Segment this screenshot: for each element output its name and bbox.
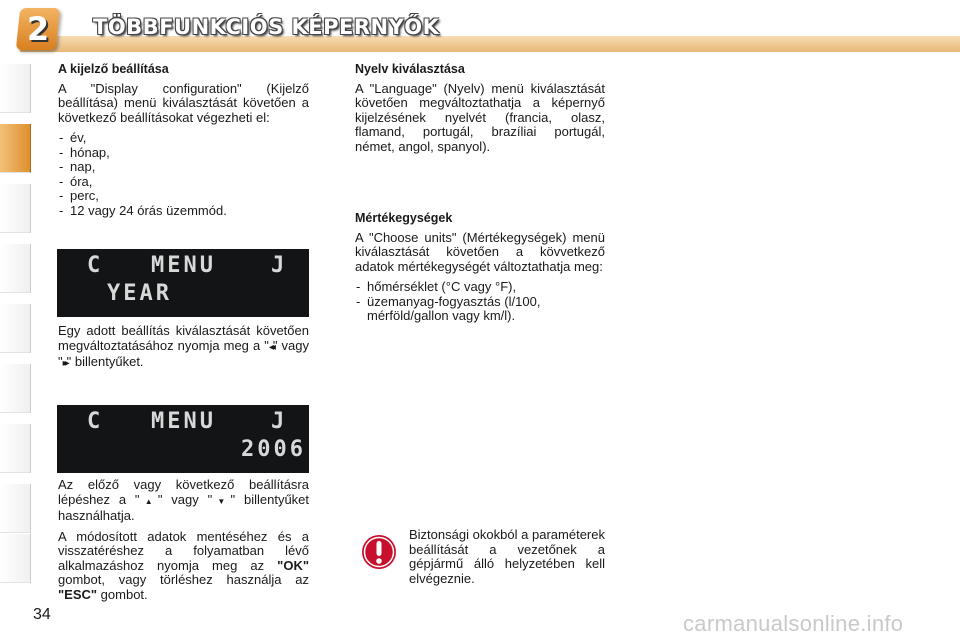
list-item: - hónap, xyxy=(58,146,309,161)
lcd-bracket-right: J xyxy=(271,409,288,434)
chapter-tab-7[interactable] xyxy=(0,424,31,473)
nav-text-middle: " vagy " xyxy=(157,491,213,507)
warning-text: Biztonsági okokból a paraméterek beállítását a vezetőnek a gépjármű álló helyzetében kell elvégeznie. xyxy=(409,527,605,586)
select-instructions xyxy=(58,324,309,378)
list-item: - nap, xyxy=(58,160,309,175)
warning-icon xyxy=(361,534,397,570)
nav-paragraph xyxy=(58,478,309,524)
esc-key-label: "ESC" xyxy=(58,586,98,602)
display-settings-heading: A kijelző beállítása xyxy=(58,62,169,76)
up-arrow-icon: ▲ xyxy=(139,496,158,506)
list-item: - hőmérséklet (°C vagy °F), xyxy=(355,280,605,295)
lcd-setting-value: 2006 xyxy=(241,437,306,462)
chapter-tab-1[interactable] xyxy=(0,64,31,113)
display-settings-intro: A "Display configuration" (Kijelző beállítása) menü kiválasztását követően a következő beállításokat végezheti el: xyxy=(58,80,309,125)
chapter-badge xyxy=(16,8,60,50)
save-text-1: A módosított adatok mentéséhez és a visszatéréshez a folyamatban lévő alkalmazáshoz nyomja meg az xyxy=(58,528,309,573)
chapter-tab-3[interactable] xyxy=(0,184,31,233)
language-section xyxy=(355,62,605,160)
list-item: - 12 vagy 24 órás üzemmód. xyxy=(58,204,309,219)
chapter-tab-4[interactable] xyxy=(0,244,31,293)
display-settings-list xyxy=(58,131,309,218)
language-heading: Nyelv kiválasztása xyxy=(355,62,465,76)
chapter-tab-2-active[interactable] xyxy=(0,124,31,173)
chapter-number: 2 xyxy=(26,10,50,48)
language-text: A "Language" (Nyelv) menü kiválasztását követően megváltoztathatja a képernyő kijelzésének nyelvét (francia, olasz, flamand, portugál, brazíliai portugál, német, angol, spanyol). xyxy=(355,80,605,154)
select-text-after: " billentyűket. xyxy=(66,354,144,369)
lcd-screen-year xyxy=(57,249,309,317)
list-item: - óra, xyxy=(58,175,309,190)
page-header xyxy=(0,0,960,60)
rewind-icon: ◂◂ xyxy=(268,341,273,353)
save-text-2: gombot, vagy törléshez használja az xyxy=(58,572,309,587)
save-text-3: gombot. xyxy=(97,586,148,602)
ok-key-label: "OK" xyxy=(277,557,309,573)
chapter-tab-6[interactable] xyxy=(0,364,31,413)
units-section xyxy=(355,211,605,324)
list-item: - üzemanyag-fogyasztás (l/100, mérföld/gallon vagy km/l). xyxy=(355,295,605,324)
navigation-instructions xyxy=(58,478,309,608)
select-text-before: Egy adott beállítás kiválasztását követően megváltoztatásához nyomja meg a " xyxy=(58,323,309,353)
list-item: - év, xyxy=(58,131,309,146)
lcd-bracket-right: J xyxy=(271,253,288,278)
lcd-screen-2006 xyxy=(57,405,309,473)
select-text-middle: " vagy " xyxy=(58,337,309,369)
warning-note xyxy=(409,528,605,592)
units-text: A "Choose units" (Mértékegységek) menü kiválasztását követően a kövvetkező adatok mértékegységét változtathatja meg: xyxy=(355,229,605,274)
page-title: TÖBBFUNKCIÓS KÉPERNYŐK xyxy=(93,15,440,39)
nav-text-after: " billentyűket használhatja. xyxy=(58,491,310,523)
save-paragraph xyxy=(58,530,309,603)
down-arrow-icon: ▼ xyxy=(212,496,231,506)
list-item: - perc, xyxy=(58,189,309,204)
watermark: carmanualsonline.info xyxy=(683,611,904,636)
lcd-bracket-left: C xyxy=(87,409,104,434)
page-number: 34 xyxy=(33,606,51,623)
chapter-tab-9[interactable] xyxy=(0,534,31,583)
lcd-bracket-left: C xyxy=(87,253,104,278)
chapter-tab-5[interactable] xyxy=(0,304,31,353)
left-column xyxy=(58,62,309,218)
lcd-setting-value: YEAR xyxy=(107,281,172,306)
units-list xyxy=(355,280,605,324)
chapter-tab-strip xyxy=(0,64,34,584)
units-heading: Mértékegységek xyxy=(355,211,453,225)
lcd-menu-label: MENU xyxy=(151,253,216,278)
chapter-tab-8[interactable] xyxy=(0,484,31,533)
fast-forward-icon: ▸▸ xyxy=(62,358,67,369)
select-paragraph xyxy=(58,324,309,372)
lcd-menu-label: MENU xyxy=(151,409,216,434)
nav-text-before: Az előző vagy következő beállításra lépéshez a " xyxy=(58,477,309,507)
